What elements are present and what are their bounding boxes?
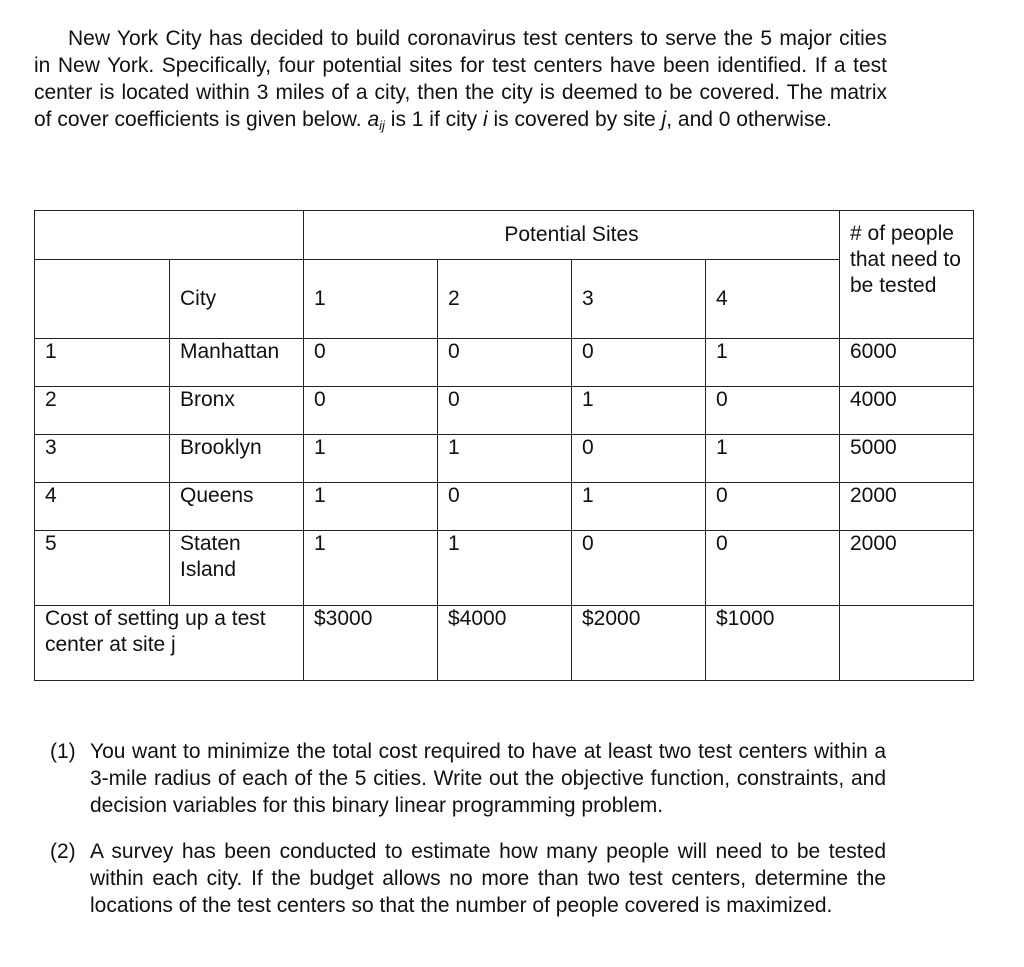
cost-cell: $2000 — [572, 606, 706, 681]
cover-cell: 1 — [438, 435, 572, 483]
cost-row — [35, 606, 974, 681]
city-header: City — [170, 260, 304, 339]
row-index: 1 — [35, 339, 170, 387]
header-blank-cell — [35, 211, 304, 260]
table-row — [35, 531, 974, 606]
cover-cell: 0 — [706, 483, 840, 531]
people-count: 2000 — [840, 483, 974, 531]
city-name: Queens — [170, 483, 304, 531]
question-number: (1) — [50, 740, 76, 763]
cost-cell: $4000 — [438, 606, 572, 681]
question-text: A survey has been conducted to estimate how many people will need to be tested within each city. If the budget allows no more than two test centers, determine the locations of the test centers so that the number of people covered is maximized. — [90, 840, 886, 917]
question-number: (2) — [50, 840, 76, 863]
city-name: Manhattan — [170, 339, 304, 387]
intro-text-1: New York City has decided to build coronavirus test centers to serve the 5 major cities in New York. Specifically, four potential sites for test centers have been identified. If a test center is located within 3 miles of a city, then the city is deemed to be covered. The matrix of cover coefficients is given below. — [34, 27, 887, 131]
cover-cell: 1 — [572, 387, 706, 435]
site-header-3: 3 — [572, 260, 706, 339]
intro-text-3: is covered by site — [487, 108, 662, 131]
intro-var-i: i — [482, 108, 488, 131]
intro-var-j: j — [661, 108, 667, 131]
people-header: # of people that need to be tested — [840, 211, 974, 339]
question-list — [50, 738, 886, 938]
people-count: 5000 — [840, 435, 974, 483]
cover-cell: 1 — [438, 531, 572, 606]
row-index: 2 — [35, 387, 170, 435]
cover-cell: 0 — [572, 339, 706, 387]
cover-cell: 0 — [572, 531, 706, 606]
cover-cell: 1 — [572, 483, 706, 531]
cover-cell: 0 — [438, 339, 572, 387]
intro-text-4: , and 0 otherwise. — [666, 108, 832, 131]
people-count: 4000 — [840, 387, 974, 435]
site-header-4: 4 — [706, 260, 840, 339]
cost-cell: $1000 — [706, 606, 840, 681]
intro-text-2: is 1 if city — [384, 108, 483, 131]
problem-intro — [34, 25, 887, 133]
row-index: 3 — [35, 435, 170, 483]
cover-cell: 1 — [304, 435, 438, 483]
cover-cell: 0 — [438, 483, 572, 531]
potential-sites-header: Potential Sites — [304, 211, 840, 260]
intro-var-a: a — [367, 108, 380, 131]
table-row — [35, 435, 974, 483]
people-count: 2000 — [840, 531, 974, 606]
cover-cell: 1 — [706, 339, 840, 387]
question-text: You want to minimize the total cost required to have at least two test centers within a 3-mile radius of each of the 5 cities. Write out the objective function, constraints, and decision variables for this binary linear programming problem. — [90, 740, 886, 817]
intro-var-a-subscript: ij — [379, 118, 385, 133]
question-item — [50, 738, 886, 819]
table-row — [35, 483, 974, 531]
site-header-2: 2 — [438, 260, 572, 339]
cover-cell: 0 — [706, 387, 840, 435]
index-header-blank — [35, 260, 170, 339]
cover-cell: 0 — [706, 531, 840, 606]
cover-cell: 1 — [706, 435, 840, 483]
cost-label: Cost of setting up a test center at site j — [35, 606, 304, 681]
table-row — [35, 339, 974, 387]
row-index: 5 — [35, 531, 170, 606]
question-item — [50, 838, 886, 919]
city-name: Bronx — [170, 387, 304, 435]
cover-cell: 0 — [304, 387, 438, 435]
cover-cell: 0 — [304, 339, 438, 387]
table-row — [35, 387, 974, 435]
cover-cell: 0 — [438, 387, 572, 435]
cover-cell: 0 — [572, 435, 706, 483]
city-name: Brooklyn — [170, 435, 304, 483]
people-count: 6000 — [840, 339, 974, 387]
city-name: Staten Island — [170, 531, 304, 606]
site-header-1: 1 — [304, 260, 438, 339]
cover-coefficient-table — [34, 210, 974, 681]
cover-cell: 1 — [304, 483, 438, 531]
row-index: 4 — [35, 483, 170, 531]
cost-blank-cell — [840, 606, 974, 681]
cost-cell: $3000 — [304, 606, 438, 681]
cover-cell: 1 — [304, 531, 438, 606]
